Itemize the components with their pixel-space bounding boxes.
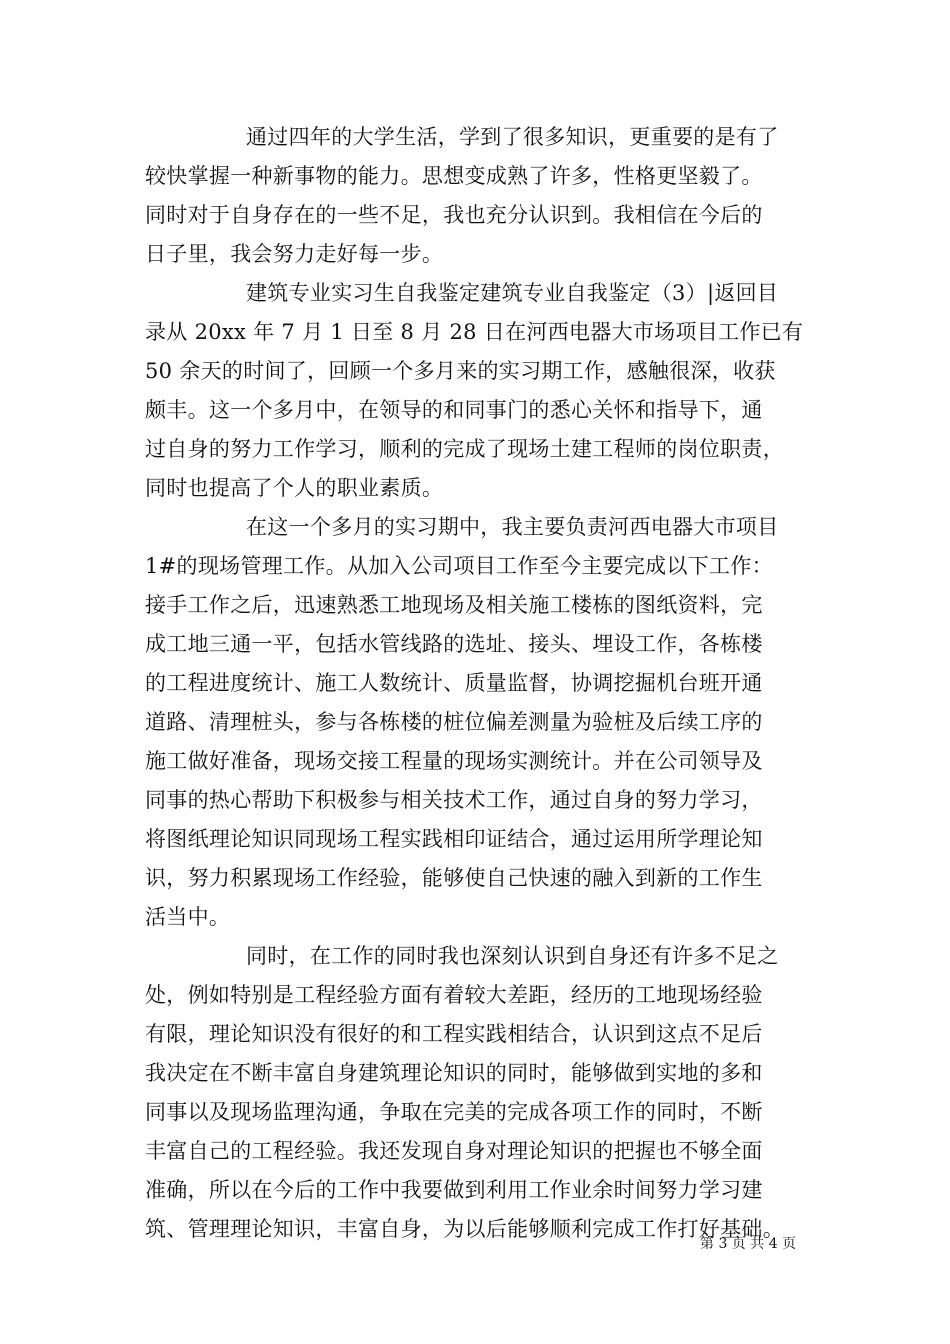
text-line: 成工地三通一平，包括水管线路的选址、接头、埋设工作，各栋楼 bbox=[145, 632, 763, 656]
text-line: 丰富自己的工程经验。我还发现自身对理论知识的把握也不够全面 bbox=[145, 1139, 763, 1163]
text-line: 同时对于自身存在的一些不足，我也充分认识到。我相信在今后的 bbox=[145, 203, 763, 227]
document-body bbox=[145, 118, 825, 1249]
text-line: 有限，理论知识没有很好的和工程实践相结合，认识到这点不足后 bbox=[145, 1022, 763, 1046]
text-line: 同事的热心帮助下积极参与相关技术工作，通过自身的努力学习， bbox=[145, 788, 763, 812]
text-line: 较快掌握一种新事物的能力。思想变成熟了许多，性格更坚毅了。 bbox=[145, 164, 763, 188]
paragraph-3 bbox=[145, 508, 825, 937]
text-line: 过自身的努力工作学习，顺利的完成了现场土建工程师的岗位职责， bbox=[145, 437, 784, 461]
text-line: 颇丰。这一个多月中，在领导的和同事门的悉心关怀和指导下，通 bbox=[145, 398, 763, 422]
text-line: 识，努力积累现场工作经验，能够使自己快速的融入到新的工作生 bbox=[145, 866, 763, 890]
text-line: 通过四年的大学生活，学到了很多知识，更重要的是有了 bbox=[246, 125, 779, 149]
text-line: 1#的现场管理工作。从加入公司项目工作至今主要完成以下工作： bbox=[145, 554, 773, 578]
text-line: 50 余天的时间了，回顾一个多月来的实习期工作，感触很深，收获 bbox=[145, 359, 776, 383]
text-line: 录从 20xx 年 7 月 1 日至 8 月 28 日在河西电器大市场项目工作已有 bbox=[145, 320, 804, 344]
text-line: 接手工作之后，迅速熟悉工地现场及相关施工楼栋的图纸资料，完 bbox=[145, 593, 763, 617]
text-line: 筑、管理理论知识，丰富自身，为以后能够顺利完成工作打好基础。 bbox=[145, 1217, 784, 1241]
text-line: 将图纸理论知识同现场工程实践相印证结合，通过运用所学理论知 bbox=[145, 827, 763, 851]
text-line: 日子里，我会努力走好每一步。 bbox=[145, 242, 444, 266]
paragraph-1 bbox=[145, 118, 825, 274]
text-line: 我决定在不断丰富自身建筑理论知识的同时，能够做到实地的多和 bbox=[145, 1061, 763, 1085]
text-line: 处，例如特别是工程经验方面有着较大差距，经历的工地现场经验 bbox=[145, 983, 763, 1007]
text-line: 道路、清理桩头，参与各栋楼的桩位偏差测量为验桩及后续工序的 bbox=[145, 710, 763, 734]
page-number-footer: 第 3 页 共 4 页 bbox=[700, 1236, 797, 1252]
text-line: 的工程进度统计、施工人数统计、质量监督，协调挖掘机台班开通 bbox=[145, 671, 763, 695]
text-line: 建筑专业实习生自我鉴定建筑专业自我鉴定（3）|返回目 bbox=[246, 281, 779, 305]
text-line: 同时也提高了个人的职业素质。 bbox=[145, 476, 444, 500]
text-line: 在这一个多月的实习期中，我主要负责河西电器大市项目 bbox=[246, 515, 779, 539]
paragraph-4 bbox=[145, 937, 825, 1249]
text-line: 同时，在工作的同时我也深刻认识到自身还有许多不足之 bbox=[246, 944, 779, 968]
text-line: 活当中。 bbox=[145, 905, 231, 929]
text-line: 准确，所以在今后的工作中我要做到利用工作业余时间努力学习建 bbox=[145, 1178, 763, 1202]
text-line: 施工做好准备，现场交接工程量的现场实测统计。并在公司领导及 bbox=[145, 749, 763, 773]
text-line: 同事以及现场监理沟通，争取在完美的完成各项工作的同时，不断 bbox=[145, 1100, 763, 1124]
paragraph-2 bbox=[145, 274, 825, 508]
